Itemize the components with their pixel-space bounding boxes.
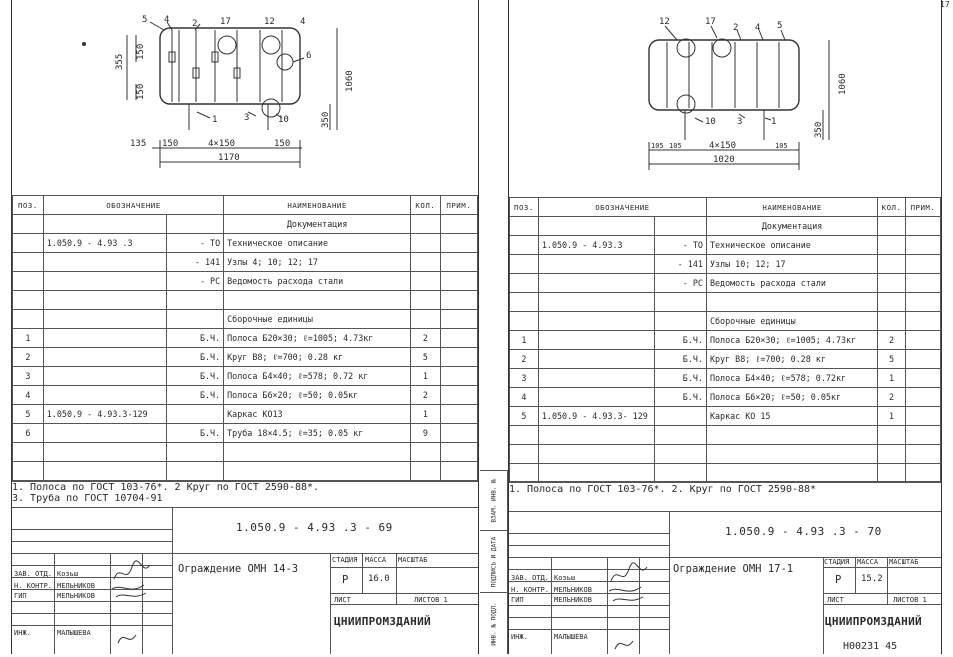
row-suffix: - 141 bbox=[655, 255, 707, 274]
dim-150: 150 bbox=[136, 43, 146, 60]
col-note: ПРИМ. bbox=[905, 198, 940, 217]
table-header bbox=[510, 198, 941, 217]
person-name: МЕЛЬНИКОВ bbox=[554, 586, 592, 594]
row-pos: 6 bbox=[13, 424, 44, 443]
sheet-header: ЛИСТ bbox=[334, 596, 351, 604]
row-note bbox=[440, 310, 477, 329]
row-pos bbox=[510, 274, 539, 293]
archive-number: Н00231 45 bbox=[843, 641, 898, 652]
table-row bbox=[13, 310, 478, 329]
person-name: МАЛЫШЕВА bbox=[57, 629, 91, 637]
row-pos: 1 bbox=[510, 331, 539, 350]
row-name bbox=[706, 426, 877, 445]
row-name: Полоса Б4×40; ℓ=578; 0.72кг bbox=[706, 369, 877, 388]
row-qty: 1 bbox=[878, 369, 906, 388]
col-qty: КОЛ. bbox=[411, 196, 440, 215]
document-code: 1.050.9 - 4.93 .3 - 70 bbox=[725, 525, 882, 538]
dim-total: 1020 bbox=[713, 155, 735, 165]
row-note bbox=[440, 329, 477, 348]
row-designation bbox=[43, 291, 166, 310]
row-note bbox=[440, 234, 477, 253]
row-note bbox=[905, 331, 940, 350]
row-qty: 1 bbox=[411, 405, 440, 424]
row-qty bbox=[878, 217, 906, 236]
row-designation: 1.050.9 - 4.93.3-129 bbox=[43, 405, 166, 424]
row-name bbox=[706, 464, 877, 483]
row-note bbox=[905, 274, 940, 293]
table-row bbox=[510, 236, 941, 255]
table-row bbox=[510, 464, 941, 483]
row-suffix: Б.Ч. bbox=[166, 348, 223, 367]
role-label: ЗАВ. ОТД. bbox=[511, 574, 549, 582]
dim-350: 350 bbox=[321, 111, 331, 128]
row-pos: 2 bbox=[13, 348, 44, 367]
assembly-drawing-right bbox=[509, 0, 941, 195]
leader-label: 17 bbox=[220, 17, 231, 27]
row-pos bbox=[13, 462, 44, 481]
row-name: Труба 18×4.5; ℓ=35; 0.05 кг bbox=[224, 424, 411, 443]
row-name: Ведомость расхода стали bbox=[224, 272, 411, 291]
row-note bbox=[440, 386, 477, 405]
role-label: ГИП bbox=[14, 592, 27, 600]
table-row bbox=[13, 272, 478, 291]
row-pos bbox=[13, 215, 44, 234]
row-qty bbox=[411, 253, 440, 272]
row-name bbox=[224, 443, 411, 462]
dim-150: 150 bbox=[136, 83, 146, 100]
row-suffix: Б.Ч. bbox=[655, 350, 707, 369]
row-name: Узлы 10; 12; 17 bbox=[706, 255, 877, 274]
row-name bbox=[224, 462, 411, 481]
row-note bbox=[440, 215, 477, 234]
row-suffix: Б.Ч. bbox=[166, 424, 223, 443]
row-name: Полоса Б6×20; ℓ=50; 0.05кг bbox=[224, 386, 411, 405]
row-qty: 1 bbox=[411, 367, 440, 386]
row-designation bbox=[43, 424, 166, 443]
row-pos: 5 bbox=[13, 405, 44, 424]
fence-elevation-right bbox=[509, 0, 941, 195]
row-suffix: - РС bbox=[655, 274, 707, 293]
table-row bbox=[510, 331, 941, 350]
row-suffix bbox=[166, 291, 223, 310]
row-qty: 1 bbox=[878, 407, 906, 426]
row-pos bbox=[13, 291, 44, 310]
row-suffix: Б.Ч. bbox=[655, 369, 707, 388]
table-row bbox=[13, 348, 478, 367]
row-designation bbox=[43, 462, 166, 481]
row-qty bbox=[411, 291, 440, 310]
row-suffix bbox=[655, 312, 707, 331]
assembly-drawing-left bbox=[12, 0, 478, 195]
row-qty: 2 bbox=[411, 329, 440, 348]
row-name: Круг В8; ℓ=700; 0.28 кг bbox=[706, 350, 877, 369]
row-suffix bbox=[655, 464, 707, 483]
table-row bbox=[13, 443, 478, 462]
col-name: НАИМЕНОВАНИЕ bbox=[706, 198, 877, 217]
row-suffix: - РС bbox=[166, 272, 223, 291]
row-suffix bbox=[166, 462, 223, 481]
person-name: МАЛЫШЕВА bbox=[554, 633, 588, 641]
row-designation bbox=[538, 426, 654, 445]
row-note bbox=[440, 405, 477, 424]
table-row bbox=[510, 274, 941, 293]
row-qty bbox=[411, 234, 440, 253]
row-suffix: Б.Ч. bbox=[166, 386, 223, 405]
person-name: Козьш bbox=[57, 570, 79, 578]
table-header bbox=[13, 196, 478, 215]
row-note bbox=[905, 255, 940, 274]
table-row bbox=[13, 386, 478, 405]
row-pos bbox=[510, 293, 539, 312]
dim-150: 150 bbox=[274, 139, 291, 149]
row-note bbox=[440, 348, 477, 367]
organization: ЦНИИПРОМЗДАНИЙ bbox=[825, 615, 922, 628]
row-qty: 5 bbox=[878, 350, 906, 369]
row-qty bbox=[411, 215, 440, 234]
leader-label: 5 bbox=[142, 15, 148, 25]
row-pos bbox=[13, 310, 44, 329]
table-row bbox=[13, 405, 478, 424]
row-qty: 2 bbox=[878, 388, 906, 407]
row-name: Ведомость расхода стали bbox=[706, 274, 877, 293]
row-name: Техническое описание bbox=[706, 236, 877, 255]
row-designation bbox=[538, 274, 654, 293]
dim-1060: 1060 bbox=[838, 73, 848, 95]
dim-1060: 1060 bbox=[345, 70, 355, 92]
row-designation bbox=[538, 445, 654, 464]
row-suffix bbox=[655, 217, 707, 236]
col-designation: ОБОЗНАЧЕНИЕ bbox=[538, 198, 706, 217]
row-designation: 1.050.9 - 4.93.3- 129 bbox=[538, 407, 654, 426]
table-row bbox=[13, 462, 478, 481]
row-name bbox=[706, 293, 877, 312]
row-name: Каркас КО 15 bbox=[706, 407, 877, 426]
table-row bbox=[13, 367, 478, 386]
organization: ЦНИИПРОМЗДАНИЙ bbox=[334, 615, 431, 628]
row-pos bbox=[510, 312, 539, 331]
scale-header: МАСШТАБ bbox=[398, 556, 428, 564]
scale-header: МАСШТАБ bbox=[889, 558, 919, 566]
row-suffix bbox=[166, 310, 223, 329]
row-note bbox=[905, 369, 940, 388]
specification-table-left bbox=[12, 195, 478, 481]
row-qty bbox=[878, 445, 906, 464]
row-suffix: Б.Ч. bbox=[655, 388, 707, 407]
row-note bbox=[440, 291, 477, 310]
col-designation: ОБОЗНАЧЕНИЕ bbox=[43, 196, 223, 215]
row-designation bbox=[538, 293, 654, 312]
row-qty bbox=[411, 310, 440, 329]
col-pos: ПОЗ. bbox=[13, 196, 44, 215]
row-designation bbox=[43, 310, 166, 329]
row-name: Круг В8; ℓ=700; 0.28 кг bbox=[224, 348, 411, 367]
leader-label: 17 bbox=[705, 17, 716, 27]
row-suffix: - 141 bbox=[166, 253, 223, 272]
row-name: Документация bbox=[224, 215, 411, 234]
role-label: Н. КОНТР. bbox=[511, 586, 549, 594]
row-designation bbox=[43, 215, 166, 234]
row-note bbox=[905, 312, 940, 331]
row-suffix: - ТО bbox=[655, 236, 707, 255]
table-row bbox=[510, 217, 941, 236]
fence-elevation-left bbox=[12, 0, 478, 195]
leader-label: 12 bbox=[659, 17, 670, 27]
person-name: МЕЛЬНИКОВ bbox=[554, 596, 592, 604]
row-qty bbox=[878, 293, 906, 312]
row-pos bbox=[13, 234, 44, 253]
row-suffix bbox=[166, 405, 223, 424]
row-qty bbox=[878, 464, 906, 483]
row-name bbox=[224, 291, 411, 310]
row-note bbox=[905, 236, 940, 255]
row-note bbox=[905, 293, 940, 312]
leader-label: 1 bbox=[771, 117, 777, 127]
drawing-title: Ограждение ОМН 17-1 bbox=[673, 563, 794, 575]
leader-label: 2 bbox=[192, 19, 198, 29]
row-suffix: - ТО bbox=[166, 234, 223, 253]
table-row bbox=[510, 388, 941, 407]
row-pos bbox=[510, 255, 539, 274]
dim-4x150: 4×150 bbox=[208, 139, 236, 149]
row-suffix bbox=[655, 426, 707, 445]
dim-4x150: 4×150 bbox=[709, 141, 737, 151]
row-name: Полоса Б6×20; ℓ=50; 0.05кг bbox=[706, 388, 877, 407]
row-qty bbox=[878, 312, 906, 331]
table-row bbox=[13, 215, 478, 234]
table-row bbox=[13, 253, 478, 272]
sheet-header: ЛИСТ bbox=[827, 596, 844, 604]
dim-105: 105 bbox=[775, 142, 788, 150]
table-row bbox=[510, 255, 941, 274]
row-designation bbox=[538, 464, 654, 483]
person-name: МЕЛЬНИКОВ bbox=[57, 582, 95, 590]
row-designation bbox=[43, 348, 166, 367]
row-qty: 2 bbox=[411, 386, 440, 405]
leader-label: 5 bbox=[777, 21, 783, 31]
row-note bbox=[440, 272, 477, 291]
row-note bbox=[905, 445, 940, 464]
table-row bbox=[510, 426, 941, 445]
row-note bbox=[440, 462, 477, 481]
drawing-title: Ограждение ОМН 14-3 bbox=[178, 563, 299, 575]
table-row bbox=[13, 234, 478, 253]
row-pos: 3 bbox=[13, 367, 44, 386]
mass-header: МАССА bbox=[857, 558, 879, 566]
row-note bbox=[440, 443, 477, 462]
row-pos bbox=[13, 272, 44, 291]
role-label: ЗАВ. ОТД. bbox=[14, 570, 52, 578]
leader-label: 3 bbox=[737, 117, 743, 127]
row-name: Полоса Б20×30; ℓ=1005; 4.73кг bbox=[706, 331, 877, 350]
row-qty: 9 bbox=[411, 424, 440, 443]
row-qty bbox=[411, 272, 440, 291]
row-suffix bbox=[166, 215, 223, 234]
row-note bbox=[440, 424, 477, 443]
col-name: НАИМЕНОВАНИЕ bbox=[224, 196, 411, 215]
row-name: Сборочные единицы bbox=[706, 312, 877, 331]
row-suffix: Б.Ч. bbox=[166, 367, 223, 386]
row-suffix: Б.Ч. bbox=[655, 331, 707, 350]
leader-label: 10 bbox=[278, 115, 289, 125]
dim-105: 105 bbox=[651, 142, 664, 150]
table-row bbox=[510, 293, 941, 312]
table-row bbox=[510, 407, 941, 426]
row-note bbox=[905, 217, 940, 236]
role-label: ИНЖ. bbox=[14, 629, 31, 637]
col-qty: КОЛ. bbox=[878, 198, 906, 217]
row-designation bbox=[538, 312, 654, 331]
row-note bbox=[905, 426, 940, 445]
row-pos bbox=[13, 443, 44, 462]
leader-label: 1 bbox=[212, 115, 218, 125]
row-name: Полоса Б4×40; ℓ=578; 0.72 кг bbox=[224, 367, 411, 386]
row-pos bbox=[510, 445, 539, 464]
role-label: ИНЖ. bbox=[511, 633, 528, 641]
row-name: Каркас КО13 bbox=[224, 405, 411, 424]
row-designation bbox=[538, 369, 654, 388]
table-row bbox=[13, 424, 478, 443]
specification-table-right bbox=[509, 197, 941, 483]
row-qty bbox=[411, 462, 440, 481]
row-name: Полоса Б20×30; ℓ=1005; 4.73кг bbox=[224, 329, 411, 348]
person-name: МЕЛЬНИКОВ bbox=[57, 592, 95, 600]
dim-355: 355 bbox=[115, 53, 125, 70]
stage-header: СТАДИЯ bbox=[332, 556, 358, 564]
table-row bbox=[13, 291, 478, 310]
stage-header: СТАДИЯ bbox=[824, 558, 850, 566]
dim-135: 135 bbox=[130, 139, 147, 149]
row-designation bbox=[538, 331, 654, 350]
notes: 1. Полоса по ГОСТ 103-76*. 2 Круг по ГОСТ 2590-88*. 3. Труба по ГОСТ 10704-91 bbox=[12, 481, 478, 508]
table-row bbox=[510, 350, 941, 369]
row-designation bbox=[43, 386, 166, 405]
signatures bbox=[607, 561, 655, 657]
row-designation bbox=[538, 350, 654, 369]
row-qty bbox=[878, 426, 906, 445]
row-designation: 1.050.9 - 4.93.3 bbox=[538, 236, 654, 255]
document-code: 1.050.9 - 4.93 .3 - 69 bbox=[236, 521, 393, 534]
row-pos: 4 bbox=[13, 386, 44, 405]
page-mark: 17 bbox=[940, 0, 950, 9]
row-designation bbox=[43, 443, 166, 462]
row-pos: 5 bbox=[510, 407, 539, 426]
table-row bbox=[510, 369, 941, 388]
table-row bbox=[13, 329, 478, 348]
row-suffix bbox=[655, 407, 707, 426]
row-pos: 1 bbox=[13, 329, 44, 348]
leader-label: 10 bbox=[705, 117, 716, 127]
mass-header: МАССА bbox=[365, 556, 387, 564]
row-note bbox=[440, 253, 477, 272]
row-designation bbox=[43, 253, 166, 272]
row-note bbox=[440, 367, 477, 386]
leader-label: 4 bbox=[164, 15, 170, 25]
row-note bbox=[905, 464, 940, 483]
row-note bbox=[905, 388, 940, 407]
row-designation bbox=[43, 272, 166, 291]
col-note: ПРИМ. bbox=[440, 196, 477, 215]
row-pos bbox=[510, 236, 539, 255]
leader-label: 2 bbox=[733, 23, 739, 33]
stage-value: Р bbox=[835, 574, 842, 586]
row-suffix bbox=[655, 445, 707, 464]
side-label: ИНВ. № ПОДЛ. bbox=[490, 602, 497, 646]
mass-value: 15.2 bbox=[861, 574, 883, 584]
row-qty bbox=[878, 274, 906, 293]
row-suffix bbox=[166, 443, 223, 462]
stage-value: Р bbox=[342, 574, 349, 586]
row-suffix bbox=[655, 293, 707, 312]
dim-150: 150 bbox=[162, 139, 179, 149]
dim-105: 105 bbox=[669, 142, 682, 150]
row-designation bbox=[538, 388, 654, 407]
row-pos bbox=[510, 426, 539, 445]
row-note bbox=[905, 407, 940, 426]
row-pos bbox=[510, 217, 539, 236]
row-designation bbox=[538, 217, 654, 236]
side-label: ПОДПИСЬ И ДАТА bbox=[490, 536, 497, 588]
side-label: ВЗАМ. ИНВ. № bbox=[490, 479, 497, 523]
sheets-header: ЛИСТОВ 1 bbox=[414, 596, 448, 604]
row-name: Узлы 4; 10; 12; 17 bbox=[224, 253, 411, 272]
row-name bbox=[706, 445, 877, 464]
row-designation bbox=[43, 329, 166, 348]
table-row bbox=[510, 312, 941, 331]
row-qty bbox=[878, 255, 906, 274]
title-block-right bbox=[509, 511, 941, 654]
row-qty bbox=[411, 443, 440, 462]
signatures bbox=[110, 557, 158, 653]
leader-label: 6 bbox=[306, 51, 312, 61]
row-name: Документация bbox=[706, 217, 877, 236]
mass-value: 16.0 bbox=[368, 574, 390, 584]
drawing-sheet-left bbox=[11, 0, 479, 654]
dim-total: 1170 bbox=[218, 153, 240, 163]
row-qty: 5 bbox=[411, 348, 440, 367]
row-designation bbox=[43, 367, 166, 386]
role-label: ГИП bbox=[511, 596, 524, 604]
person-name: Козьш bbox=[554, 574, 576, 582]
row-pos bbox=[510, 464, 539, 483]
leader-label: 12 bbox=[264, 17, 275, 27]
col-pos: ПОЗ. bbox=[510, 198, 539, 217]
row-designation bbox=[538, 255, 654, 274]
row-pos: 3 bbox=[510, 369, 539, 388]
title-block-left bbox=[12, 507, 478, 654]
notes: 1. Полоса по ГОСТ 103-76*. 2. Круг по ГОСТ 2590-88* bbox=[509, 481, 941, 514]
row-pos bbox=[13, 253, 44, 272]
role-label: Н. КОНТР. bbox=[14, 582, 52, 590]
table-row bbox=[510, 445, 941, 464]
row-qty: 2 bbox=[878, 331, 906, 350]
sheets-header: ЛИСТОВ 1 bbox=[893, 596, 927, 604]
row-name: Техническое описание bbox=[224, 234, 411, 253]
row-pos: 4 bbox=[510, 388, 539, 407]
drawing-sheet-right bbox=[508, 0, 942, 654]
row-note bbox=[905, 350, 940, 369]
row-pos: 2 bbox=[510, 350, 539, 369]
row-suffix: Б.Ч. bbox=[166, 329, 223, 348]
leader-label: 4 bbox=[300, 17, 306, 27]
leader-label: 3 bbox=[244, 113, 250, 123]
row-name: Сборочные единицы bbox=[224, 310, 411, 329]
side-strip bbox=[480, 470, 508, 654]
row-designation: 1.050.9 - 4.93 .3 bbox=[43, 234, 166, 253]
row-qty bbox=[878, 236, 906, 255]
dim-350: 350 bbox=[814, 121, 824, 138]
leader-label: 4 bbox=[755, 23, 761, 33]
